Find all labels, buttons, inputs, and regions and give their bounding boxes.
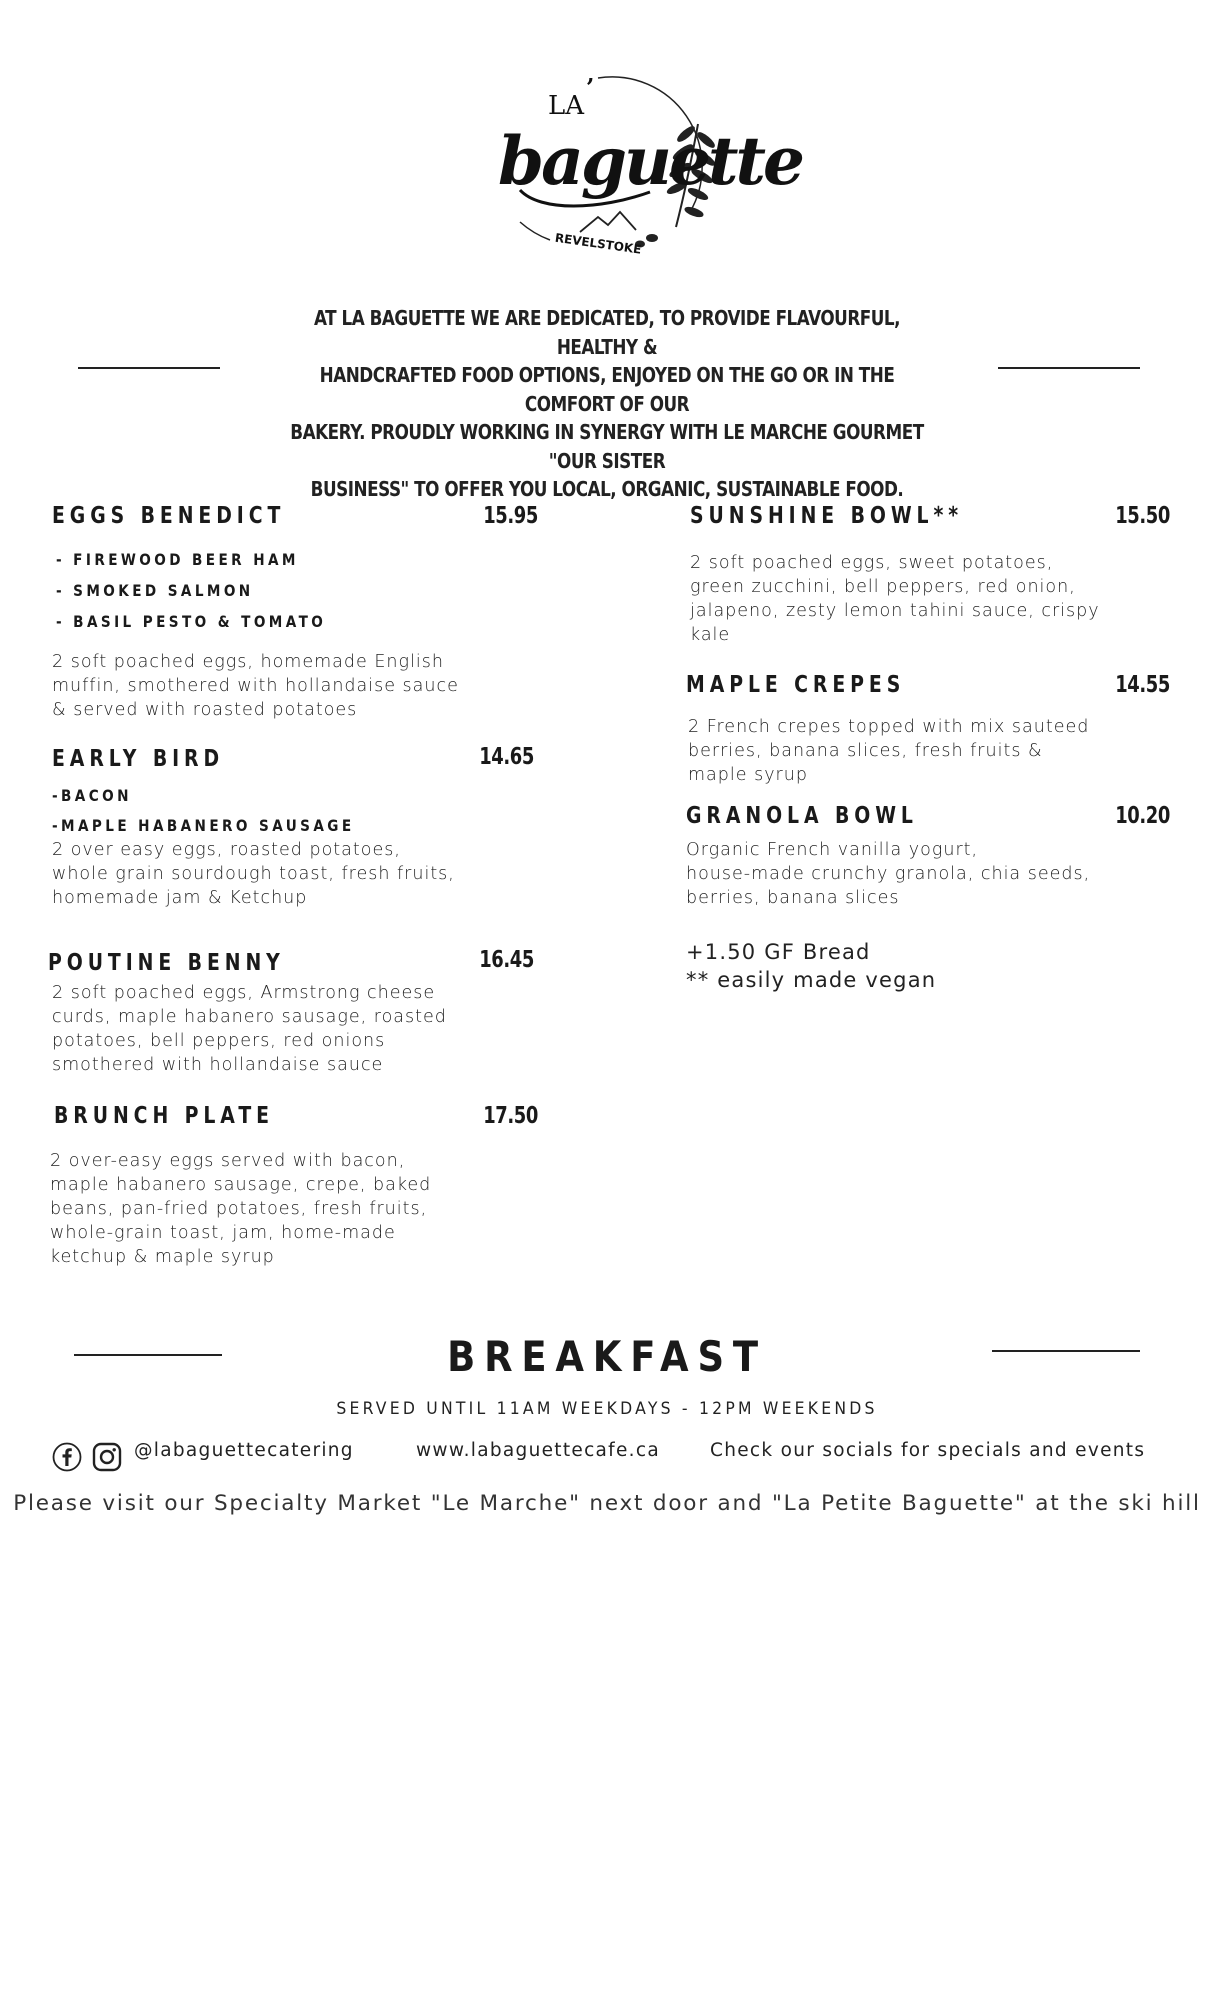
mountain-icon (580, 212, 636, 232)
item-description-granola-bowl: Organic French vanilla yogurt, house-made crunchy granola, chia seeds, berries, banana slices (686, 840, 1091, 908)
item-price-sunshine-bowl: 15.50 (1115, 503, 1170, 529)
divider-right (998, 367, 1140, 369)
item-description-eggs-benedict: 2 soft poached eggs, homemade English muffin, smothered with hollandaise sauce & served with roasted potatoes (52, 652, 459, 720)
divider-left (78, 367, 220, 369)
item-description-maple-crepes: 2 French crepes topped with mix sauteed berries, banana slices, fresh fruits & maple syrup (688, 717, 1090, 785)
svg-text:LA: LA (548, 91, 585, 121)
item-title-brunch-plate: BRUNCH PLATE (54, 1103, 274, 1129)
item-title-sunshine-bowl: SUNSHINE BOWL** (690, 503, 964, 529)
intro-text: AT LA BAGUETTE WE ARE DEDICATED, TO PROVIDE FLAVOURFUL, HEALTHY & HANDCRAFTED FOOD OPTIONS, ENJOYED ON THE GO OR IN THE COMFORT OF OUR BAKERY. PROUDLY WORKING IN SYNERGY WITH LE MARCHE GOURMET "OUR SISTER BUSINESS" TO OFFER YOU LOCAL, ORGANIC, SUSTAINABLE FOOD. (290, 306, 924, 501)
item-title-early-bird: EARLY BIRD (52, 746, 225, 772)
option-bacon: -BACON (52, 786, 132, 805)
social-handle[interactable]: @labaguettecatering (134, 1440, 354, 1461)
item-description-sunshine-bowl: 2 soft poached eggs, sweet potatoes, green zucchini, bell peppers, red onion, jalapeno, zesty lemon tahini sauce, crispy kale (690, 553, 1100, 645)
option-basil-pesto: - BASIL PESTO & TOMATO (56, 612, 327, 631)
logo (480, 62, 803, 262)
item-title-maple-crepes: MAPLE CREPES (686, 672, 906, 698)
option-smoked-salmon: - SMOKED SALMON (56, 581, 254, 600)
item-description-brunch-plate: 2 over-easy eggs served with bacon, maple habanero sausage, crepe, baked beans, pan-fried potatoes, fresh fruits, whole-grain toast, jam, home-made ketchup & maple syrup (50, 1151, 432, 1267)
website-link[interactable]: www.labaguettecafe.ca (416, 1440, 660, 1461)
item-title-poutine-benny: POUTINE BENNY (48, 950, 285, 976)
menu-notes: +1.50 GF Bread ** easily made vegan (686, 940, 937, 992)
item-price-granola-bowl: 10.20 (1115, 803, 1170, 829)
svg-text:’: ’ (586, 73, 595, 102)
item-price-early-bird: 14.65 (479, 744, 534, 770)
item-description-poutine-benny: 2 soft poached eggs, Armstrong cheese curds, maple habanero sausage, roasted potatoes, bell peppers, red onions smothered with hollandaise sauce (52, 983, 447, 1075)
option-firewood-beer-ham: - FIREWOOD BEER HAM (56, 550, 299, 569)
visit-note: Please visit our Specialty Market "Le Marche" next door and "La Petite Baguette" at the ski hill (13, 1491, 1201, 1516)
item-price-eggs-benedict: 15.95 (483, 503, 538, 529)
item-price-poutine-benny: 16.45 (479, 947, 534, 973)
socials-note: Check our socials for specials and events (710, 1440, 1146, 1461)
item-price-brunch-plate: 17.50 (483, 1103, 538, 1129)
svg-text:REVELSTOKE: REVELSTOKE (554, 230, 643, 257)
svg-text:baguette: baguette (498, 122, 803, 200)
instagram-icon[interactable] (92, 1442, 122, 1472)
logo-graphic (480, 62, 803, 262)
item-title-eggs-benedict: EGGS BENEDICT (52, 503, 286, 529)
served-hours: SERVED UNTIL 11AM WEEKDAYS - 12PM WEEKENDS (336, 1399, 878, 1419)
item-description-early-bird: 2 over easy eggs, roasted potatoes, whole grain sourdough toast, fresh fruits, homemade jam & Ketchup (52, 840, 455, 908)
facebook-icon[interactable] (52, 1442, 82, 1472)
option-maple-habanero-sausage: -MAPLE HABANERO SAUSAGE (52, 816, 355, 835)
item-title-granola-bowl: GRANOLA BOWL (686, 803, 918, 829)
section-heading-breakfast: BREAKFAST (447, 1332, 767, 1381)
item-price-maple-crepes: 14.55 (1115, 672, 1170, 698)
